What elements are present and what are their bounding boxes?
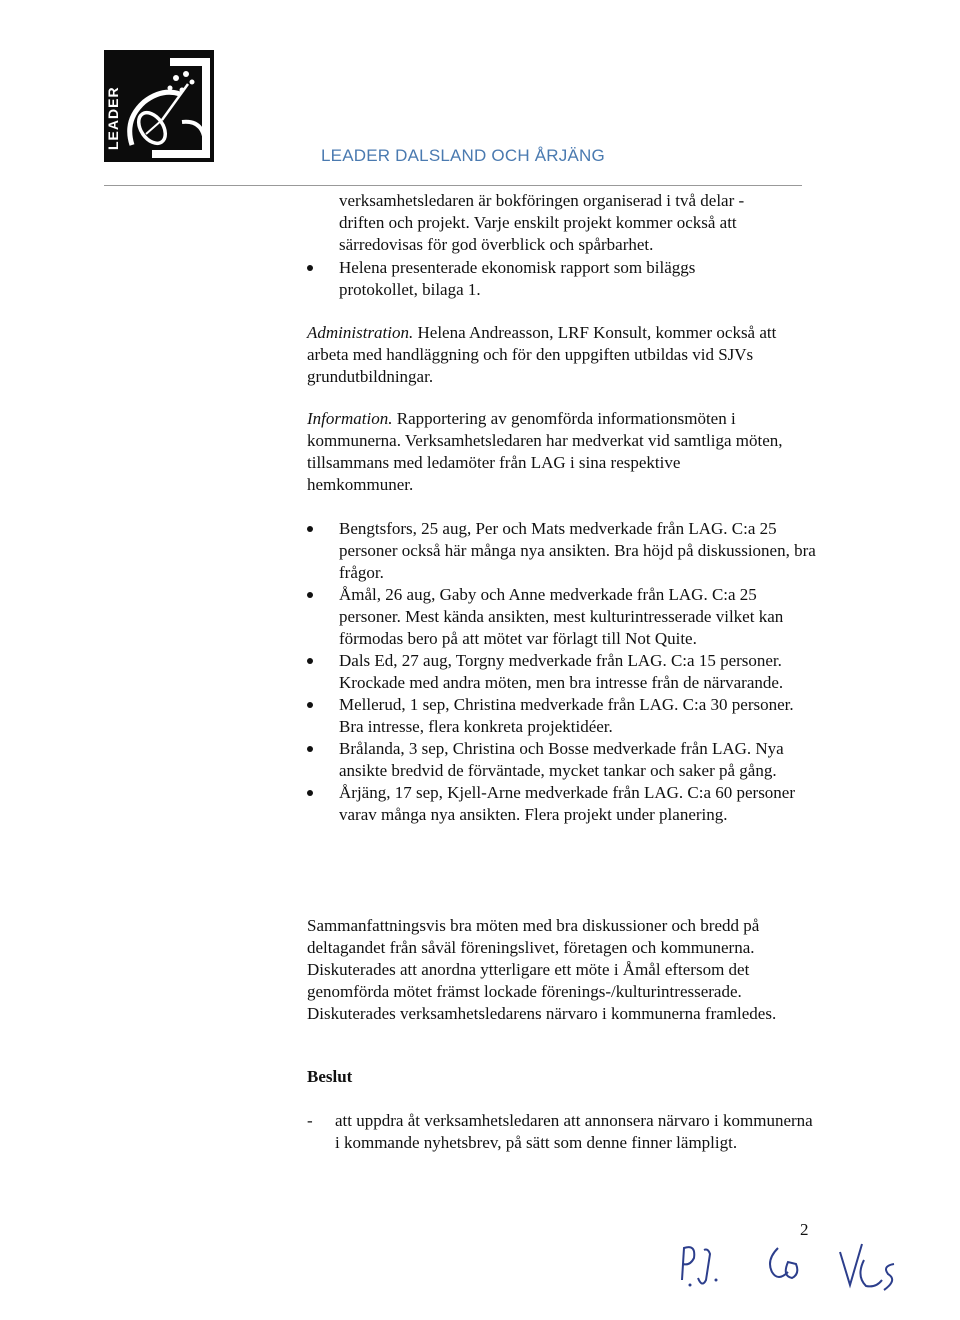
- meeting-text: Mellerud, 1 sep, Christina medverkade från LAG. C:a 30 personer. Bra intresse, flera konkreta projektidéer.: [339, 695, 794, 736]
- meeting-item: [307, 584, 817, 650]
- bullet-icon: [307, 526, 313, 532]
- signature-initials: [670, 1230, 910, 1305]
- bullet-icon: [307, 746, 313, 752]
- list-item: [307, 257, 759, 301]
- meeting-text: Dals Ed, 27 aug, Torgny medverkade från LAG. C:a 15 personer. Krockade med andra möten, men bra intresse från de närvarande.: [339, 651, 784, 692]
- dash-marker: -: [307, 1111, 313, 1130]
- organization-name: LEADER DALSLAND OCH ÅRJÄNG: [321, 146, 605, 165]
- information-paragraph: [307, 408, 787, 496]
- bullet-icon: [307, 265, 313, 271]
- continuation-text: [339, 190, 809, 256]
- administration-paragraph: [307, 322, 807, 388]
- meeting-text: Brålanda, 3 sep, Christina och Bosse medverkade från LAG. Nya ansikte bredvid de förväntade, mycket tankar och saker på gång.: [339, 739, 784, 780]
- summary-section: [307, 915, 812, 1025]
- bullet-icon: [307, 592, 313, 598]
- header-divider: [104, 185, 802, 186]
- meeting-item: [307, 518, 817, 584]
- decision-heading: Beslut: [307, 1067, 353, 1086]
- leader-logo-icon: [104, 50, 214, 162]
- information-label: Information.: [307, 409, 393, 428]
- bullet-icon: [307, 702, 313, 708]
- logo-wordmark: LEADER: [105, 86, 121, 150]
- top-bullet-list: [307, 257, 817, 301]
- information-section: [307, 408, 787, 496]
- list-item-text: Helena presenterade ekonomisk rapport som biläggs protokollet, bilaga 1.: [339, 258, 696, 299]
- meeting-text: Årjäng, 17 sep, Kjell-Arne medverkade från LAG. C:a 60 personer varav många nya ansikten. Flera projekt under planering.: [339, 783, 796, 824]
- bullet-icon: [307, 790, 313, 796]
- administration-label: Administration.: [307, 323, 414, 342]
- decision-item: [307, 1110, 815, 1154]
- decision-text: att uppdra åt verksamhetsledaren att annonsera närvaro i kommunerna i kommande nyhetsbrev, på sätt som denne finner lämpligt.: [335, 1111, 813, 1152]
- bullet-icon: [307, 658, 313, 664]
- meeting-text: Bengtsfors, 25 aug, Per och Mats medverkade från LAG. C:a 25 personer också här många nya ansikten. Bra höjd på diskussionen, bra frågor.: [339, 519, 816, 582]
- meeting-item: [307, 738, 817, 782]
- meeting-item: [307, 782, 817, 826]
- summary-paragraph: Sammanfattningsvis bra möten med bra diskussioner och bredd på deltagandet från såväl föreningslivet, företagen och kommunerna. Diskuterades att anordna ytterligare ett möte i Åmål eftersom det genomförda mötet främst lockade förenings-/kulturintresserade. Diskuterades verksamhetsledarens närvaro i kommunerna framledes.: [307, 916, 777, 1023]
- handwritten-signatures-icon: [670, 1230, 910, 1300]
- meeting-item: [307, 650, 817, 694]
- administration-text: Helena Andreasson, LRF Konsult, kommer också att arbeta med handläggning och för den uppgiften utbildas vid SJVs grundutbildningar.: [307, 323, 777, 386]
- meeting-item: [307, 694, 817, 738]
- information-text: Rapportering av genomförda informationsmöten i kommunerna. Verksamhetsledaren har medverkat vid samtliga möten, tillsammans med ledamöter från LAG i sina respektive hemkommuner.: [307, 409, 783, 494]
- administration-section: [307, 322, 807, 388]
- meetings-list: [307, 518, 817, 826]
- continuation-paragraph: verksamhetsledaren är bokföringen organiserad i två delar - driften och projekt. Varje enskilt projekt kommer också att särredovisas för god överblick och spårbarhet.: [339, 191, 745, 254]
- leader-logo: [104, 50, 214, 162]
- decision-section: [307, 1066, 817, 1154]
- page-number: 2: [800, 1220, 809, 1239]
- meeting-text: Åmål, 26 aug, Gaby och Anne medverkade från LAG. C:a 25 personer. Mest kända ansikten, mest kulturintresserade vilket kan förmodas bero på att mötet var förlagt till Not Quite.: [339, 585, 784, 648]
